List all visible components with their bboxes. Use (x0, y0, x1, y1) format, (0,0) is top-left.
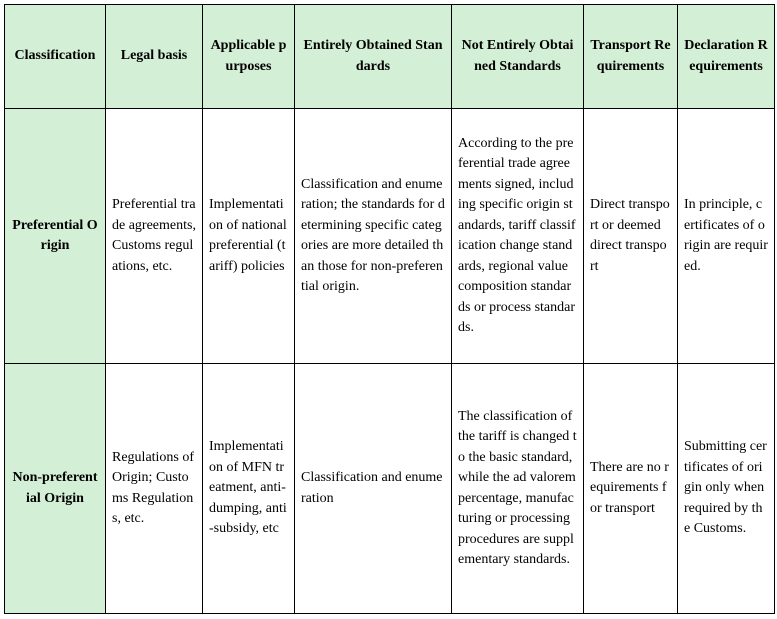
header-legal-basis: Legal basis (106, 5, 203, 109)
header-entirely-obtained-standards: Entirely Obtained Standards (295, 5, 452, 109)
cell-declaration-requirements: Submitting certificates of origin only when required by the Customs. (678, 364, 775, 614)
row-classification: Preferential Origin (5, 109, 106, 364)
header-not-entirely-obtained-standards: Not Entirely Obtained Standards (452, 5, 584, 109)
row-classification: Non-preferential Origin (5, 364, 106, 614)
table-header-row (5, 5, 775, 109)
cell-entirely-obtained-standards: Classification and enumeration; the standards for determining specific categories are more detailed than those for non-preferential origin. (295, 109, 452, 364)
cell-applicable-purposes: Implementation of national preferential (tariff) policies (203, 109, 295, 364)
cell-legal-basis: Preferential trade agreements, Customs regulations, etc. (106, 109, 203, 364)
header-transport-requirements: Transport Requirements (584, 5, 678, 109)
cell-entirely-obtained-standards: Classification and enumeration (295, 364, 452, 614)
table-row-preferential-origin (5, 109, 775, 364)
cell-declaration-requirements: In principle, certificates of origin are required. (678, 109, 775, 364)
cell-not-entirely-obtained-standards: The classification of the tariff is changed to the basic standard, while the ad valorem percentage, manufacturing or processing procedures are supplementary standards. (452, 364, 584, 614)
cell-legal-basis: Regulations of Origin; Customs Regulations, etc. (106, 364, 203, 614)
header-applicable-purposes: Applicable purposes (203, 5, 295, 109)
header-declaration-requirements: Declaration Requirements (678, 5, 775, 109)
cell-not-entirely-obtained-standards: According to the preferential trade agreements signed, including specific origin standards, tariff classification change standards, regional value composition standards or process standards. (452, 109, 584, 364)
header-classification: Classification (5, 5, 106, 109)
cell-applicable-purposes: Implementation of MFN treatment, anti-dumping, anti-subsidy, etc (203, 364, 295, 614)
table-row-non-preferential-origin (5, 364, 775, 614)
origin-comparison-table (4, 4, 775, 614)
cell-transport-requirements: Direct transport or deemed direct transport (584, 109, 678, 364)
cell-transport-requirements: There are no requirements for transport (584, 364, 678, 614)
